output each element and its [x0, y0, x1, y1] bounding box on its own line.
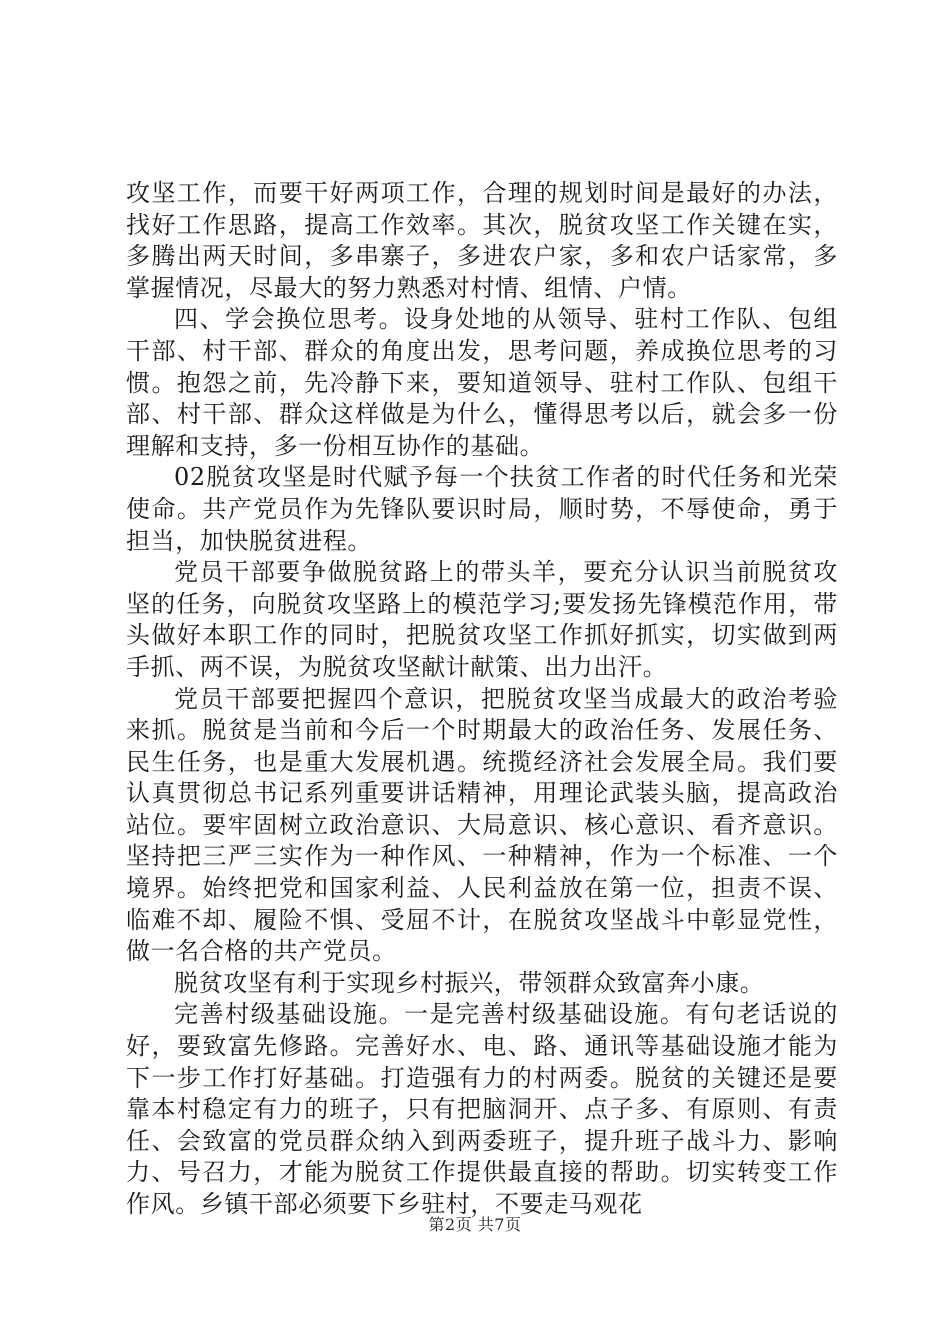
paragraph-6: 脱贫攻坚有利于实现乡村振兴，带领群众致富奔小康。 [174, 968, 765, 997]
paragraph-2: 四、学会换位思考。设身处地的从领导、驻村工作队、包组干部、村干部、群众的角度出发，思考问题，养成换位思考的习惯。抱怨之前，先冷静下来，要知道领导、驻村工作队、包组干部、村干部、群众这样做是为什么，懂得思考以后，就会多一份理解和支持，多一份相互协作的基础。 [126, 305, 838, 460]
page-footer: 第2页 共7页 [428, 1215, 522, 1234]
paragraph-3: 02脱贫攻坚是时代赋予每一个扶贫工作者的时代任务和光荣使命。共产党员作为先锋队要识时局，顺时势，不辱使命，勇于担当，加快脱贫进程。 [126, 463, 838, 555]
paragraph-5: 党员干部要把握四个意识，把脱贫攻坚当成最大的政治考验来抓。脱贫是当前和今后一个时期最大的政治任务、发展任务、民生任务，也是重大发展机遇。统揽经济社会发展全局。我们要认真贯彻总书记系列重要讲话精神，用理论武装头脑，提高政治站位。要牢固树立政治意识、大局意识、核心意识、看齐意识。坚持把三严三实作为一种作风、一种精神，作为一个标准、一个境界。始终把党和国家利益、人民利益放在第一位，担责不误、临难不却、履险不惧、受屈不计，在脱贫攻坚战斗中彰显党性，做一名合格的共产党员。 [126, 684, 838, 966]
paragraph-4: 党员干部要争做脱贫路上的带头羊，要充分认识当前脱贫攻坚的任务，向脱贫攻坚路上的模范学习;要发扬先锋模范作用，带头做好本职工作的同时，把脱贫攻坚工作抓好抓实，切实做到两手抓、两不误，为脱贫攻坚献计献策、出力出汗。 [126, 558, 838, 681]
document-body [126, 178, 838, 1221]
paragraph-1: 攻坚工作，而要干好两项工作，合理的规划时间是最好的办法，找好工作思路，提高工作效率。其次，脱贫攻坚工作关键在实，多腾出两天时间，多串寨子，多进农户家，多和农户话家常，多掌握情况，尽最大的努力熟悉对村情、组情、户情。 [126, 179, 838, 302]
paragraph-7: 完善村级基础设施。一是完善村级基础设施。有句老话说的好，要致富先修路。完善好水、电、路、通讯等基础设施才能为下一步工作打好基础。打造强有力的村两委。脱贫的关键还是要靠本村稳定有力的班子，只有把脑洞开、点子多、有原则、有责任、会致富的党员群众纳入到两委班子，提升班子战斗力、影响力、号召力，才能为脱贫工作提供最直接的帮助。切实转变工作作风。乡镇干部必须要下乡驻村，不要走马观花 [126, 1000, 838, 1218]
